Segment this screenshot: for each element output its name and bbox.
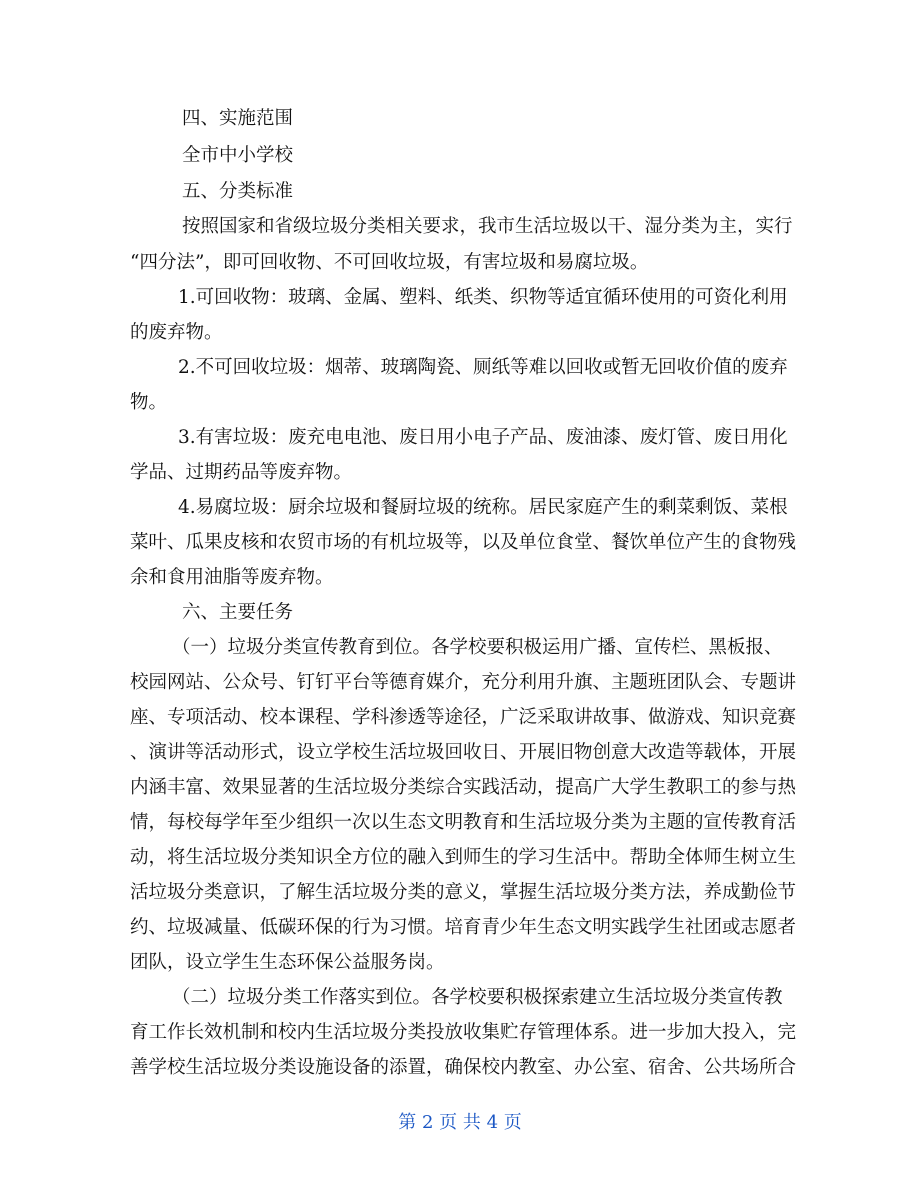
paragraph-line: 菜叶、瓜果皮核和农贸市场的有机垃圾等，以及单位食堂、餐饮单位产生的食物残 (130, 532, 797, 553)
paragraph-line: 按照国家和省级垃圾分类相关要求，我市生活垃圾以干、湿分类为主，实行 (182, 216, 793, 237)
paragraph-line: 学品、过期药品等废弃物。 (130, 462, 353, 483)
paragraph-line: 情，每校每学年至少组织一次以生态文明教育和生活垃圾分类为主题的宣传教育活 (130, 812, 797, 833)
paragraph-line: 1.可回收物：玻璃、金属、塑料、纸类、织物等适宜循环使用的可资化利用 (178, 287, 788, 308)
paragraph-line: 内涵丰富、效果显著的生活垃圾分类综合实践活动，提高广大学生教职工的参与热 (130, 777, 797, 798)
paragraph-line: 物。 (130, 392, 168, 413)
paragraph-line: “四分法”，即可回收物、不可回收垃圾，有害垃圾和易腐垃圾。 (130, 252, 649, 273)
page-number-footer: 第 2 页 共 4 页 (398, 1112, 522, 1133)
section-heading: 五、分类标准 (182, 181, 294, 202)
paragraph-line: 活垃圾分类意识，了解生活垃圾分类的意义，掌握生活垃圾分类方法，养成勤俭节 (130, 882, 797, 903)
paragraph-line: 、演讲等活动形式，设立学校生活垃圾回收日、开展旧物创意大改造等载体，开展 (130, 742, 797, 763)
paragraph-line: 约、垃圾减量、低碳环保的行为习惯。培育青少年生态文明实践学生社团或志愿者 (130, 917, 797, 938)
paragraph-line: 动，将生活垃圾分类知识全方位的融入到师生的学习生活中。帮助全体师生树立生 (130, 847, 797, 868)
paragraph-line: 的废弃物。 (130, 322, 223, 343)
paragraph-line: 团队，设立学生生态环保公益服务岗。 (130, 952, 445, 973)
section-heading: 六、主要任务 (182, 602, 294, 623)
paragraph-line: 2.不可回收垃圾：烟蒂、玻璃陶瓷、厕纸等难以回收或暂无回收价值的废弃 (178, 357, 788, 378)
section-heading: 四、实施范围 (182, 108, 294, 129)
paragraph-line: 座、专项活动、校本课程、学科渗透等途径，广泛采取讲故事、做游戏、知识竞赛 (130, 707, 797, 728)
paragraph-line: 3.有害垃圾：废充电电池、废日用小电子产品、废油漆、废灯管、废日用化 (178, 427, 788, 448)
paragraph-line: （一）垃圾分类宣传教育到位。各学校要积极运用广播、宣传栏、黑板报、 (172, 637, 783, 658)
paragraph-line: 余和食用油脂等废弃物。 (130, 567, 334, 588)
paragraph-line: （二）垃圾分类工作落实到位。各学校要积极探索建立生活垃圾分类宣传教 (172, 987, 783, 1008)
paragraph-line: 善学校生活垃圾分类设施设备的添置，确保校内教室、办公室、宿舍、公共场所合 (130, 1057, 797, 1078)
paragraph-line: 全市中小学校 (182, 145, 294, 166)
paragraph-line: 育工作长效机制和校内生活垃圾分类投放收集贮存管理体系。进一步加大投入，完 (130, 1022, 797, 1043)
paragraph-line: 校园网站、公众号、钉钉平台等德育媒介，充分利用升旗、主题班团队会、专题讲 (130, 672, 797, 693)
paragraph-line: 4.易腐垃圾：厨余垃圾和餐厨垃圾的统称。居民家庭产生的剩菜剩饭、菜根 (178, 497, 788, 518)
